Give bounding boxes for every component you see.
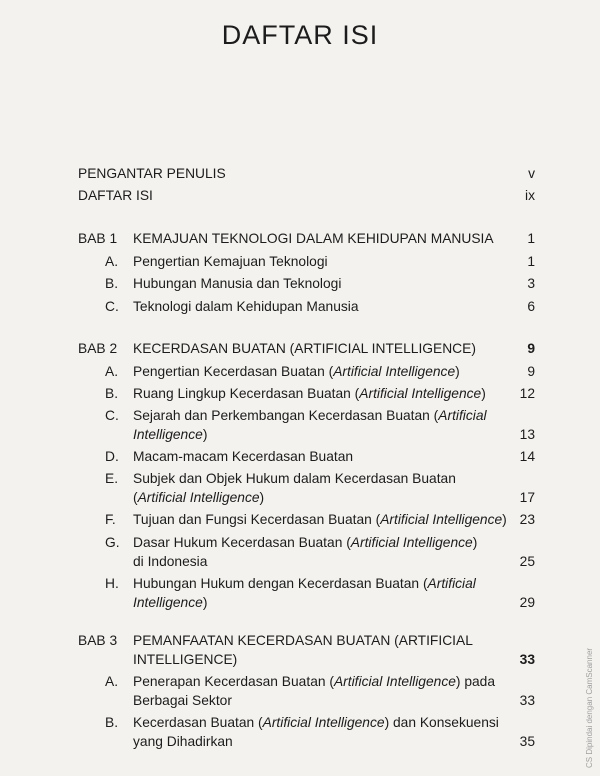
toc-page-pengantar: v	[528, 166, 535, 181]
section-title: Hubungan Manusia dan Teknologi	[133, 276, 342, 291]
section-title: Macam-macam Kecerdasan Buatan	[133, 449, 354, 464]
section-page: 35	[519, 734, 535, 749]
section-letter: B.	[105, 276, 119, 291]
section-letter: F.	[105, 512, 116, 527]
section-letter: B.	[105, 386, 119, 401]
section-title: Hubungan Hukum dengan Kecerdasan Buatan (Artificial	[133, 576, 476, 591]
section-page: 29	[519, 595, 535, 610]
chapter-number: BAB 3	[78, 633, 118, 648]
section-page: 23	[519, 512, 535, 527]
chapter-title: PEMANFAATAN KECERDASAN BUATAN (ARTIFICIAL	[133, 633, 473, 648]
section-page: 14	[519, 449, 535, 464]
section-title: Penerapan Kecerdasan Buatan (Artificial Intelligence) pada	[133, 674, 496, 689]
section-letter: A.	[105, 674, 119, 689]
chapter-title: KECERDASAN BUATAN (ARTIFICIAL INTELLIGENCE)	[133, 341, 476, 356]
chapter-page: 1	[527, 231, 535, 246]
section-page: 1	[527, 254, 535, 269]
section-page: 12	[519, 386, 535, 401]
section-letter: A.	[105, 254, 119, 269]
section-letter: C.	[105, 408, 119, 423]
chapter-page: 33	[519, 652, 535, 667]
section-title: Kecerdasan Buatan (Artificial Intelligence) dan Konsekuensi	[133, 715, 499, 730]
section-title: Pengertian Kemajuan Teknologi	[133, 254, 328, 269]
chapter-number: BAB 1	[78, 231, 118, 246]
chapter-number: BAB 2	[78, 341, 118, 356]
toc-entry-pengantar: PENGANTAR PENULIS	[78, 166, 226, 181]
section-title: Pengertian Kecerdasan Buatan (Artificial Intelligence)	[133, 364, 460, 379]
section-page: 33	[519, 693, 535, 708]
section-title: Sejarah dan Perkembangan Kecerdasan Buatan (Artificial	[133, 408, 487, 423]
section-letter: D.	[105, 449, 119, 464]
section-title: Tujuan dan Fungsi Kecerdasan Buatan (Artificial Intelligence)	[133, 512, 507, 527]
section-title-continued: (Artificial Intelligence)	[133, 490, 265, 505]
section-title: Dasar Hukum Kecerdasan Buatan (Artificial Intelligence)	[133, 535, 478, 550]
section-title: Subjek dan Objek Hukum dalam Kecerdasan Buatan	[133, 471, 456, 486]
section-letter: G.	[105, 535, 120, 550]
section-page: 9	[527, 364, 535, 379]
scanner-watermark: CS Dipindai dengan CamScanner	[585, 647, 594, 768]
section-title-continued: di Indonesia	[133, 554, 208, 569]
section-page: 25	[519, 554, 535, 569]
section-letter: A.	[105, 364, 119, 379]
section-page: 3	[527, 276, 535, 291]
section-letter: E.	[105, 471, 119, 486]
section-title-continued: Berbagai Sektor	[133, 693, 232, 708]
section-title: Ruang Lingkup Kecerdasan Buatan (Artificial Intelligence)	[133, 386, 486, 401]
chapter-title: KEMAJUAN TEKNOLOGI DALAM KEHIDUPAN MANUSIA	[133, 231, 494, 246]
section-letter: H.	[105, 576, 119, 591]
section-page: 6	[527, 299, 535, 314]
chapter-title-continued: INTELLIGENCE)	[133, 652, 238, 667]
toc-entry-daftar-isi: DAFTAR ISI	[78, 188, 153, 203]
toc-page-daftar-isi: ix	[525, 188, 535, 203]
section-page: 17	[519, 490, 535, 505]
chapter-page: 9	[527, 341, 535, 356]
section-title-continued: Intelligence)	[133, 427, 208, 442]
section-title: Teknologi dalam Kehidupan Manusia	[133, 299, 359, 314]
section-letter: B.	[105, 715, 119, 730]
section-letter: C.	[105, 299, 119, 314]
page-title: DAFTAR ISI	[221, 20, 379, 50]
section-page: 13	[519, 427, 535, 442]
section-title-continued: Intelligence)	[133, 595, 208, 610]
section-title-continued: yang Dihadirkan	[133, 734, 233, 749]
